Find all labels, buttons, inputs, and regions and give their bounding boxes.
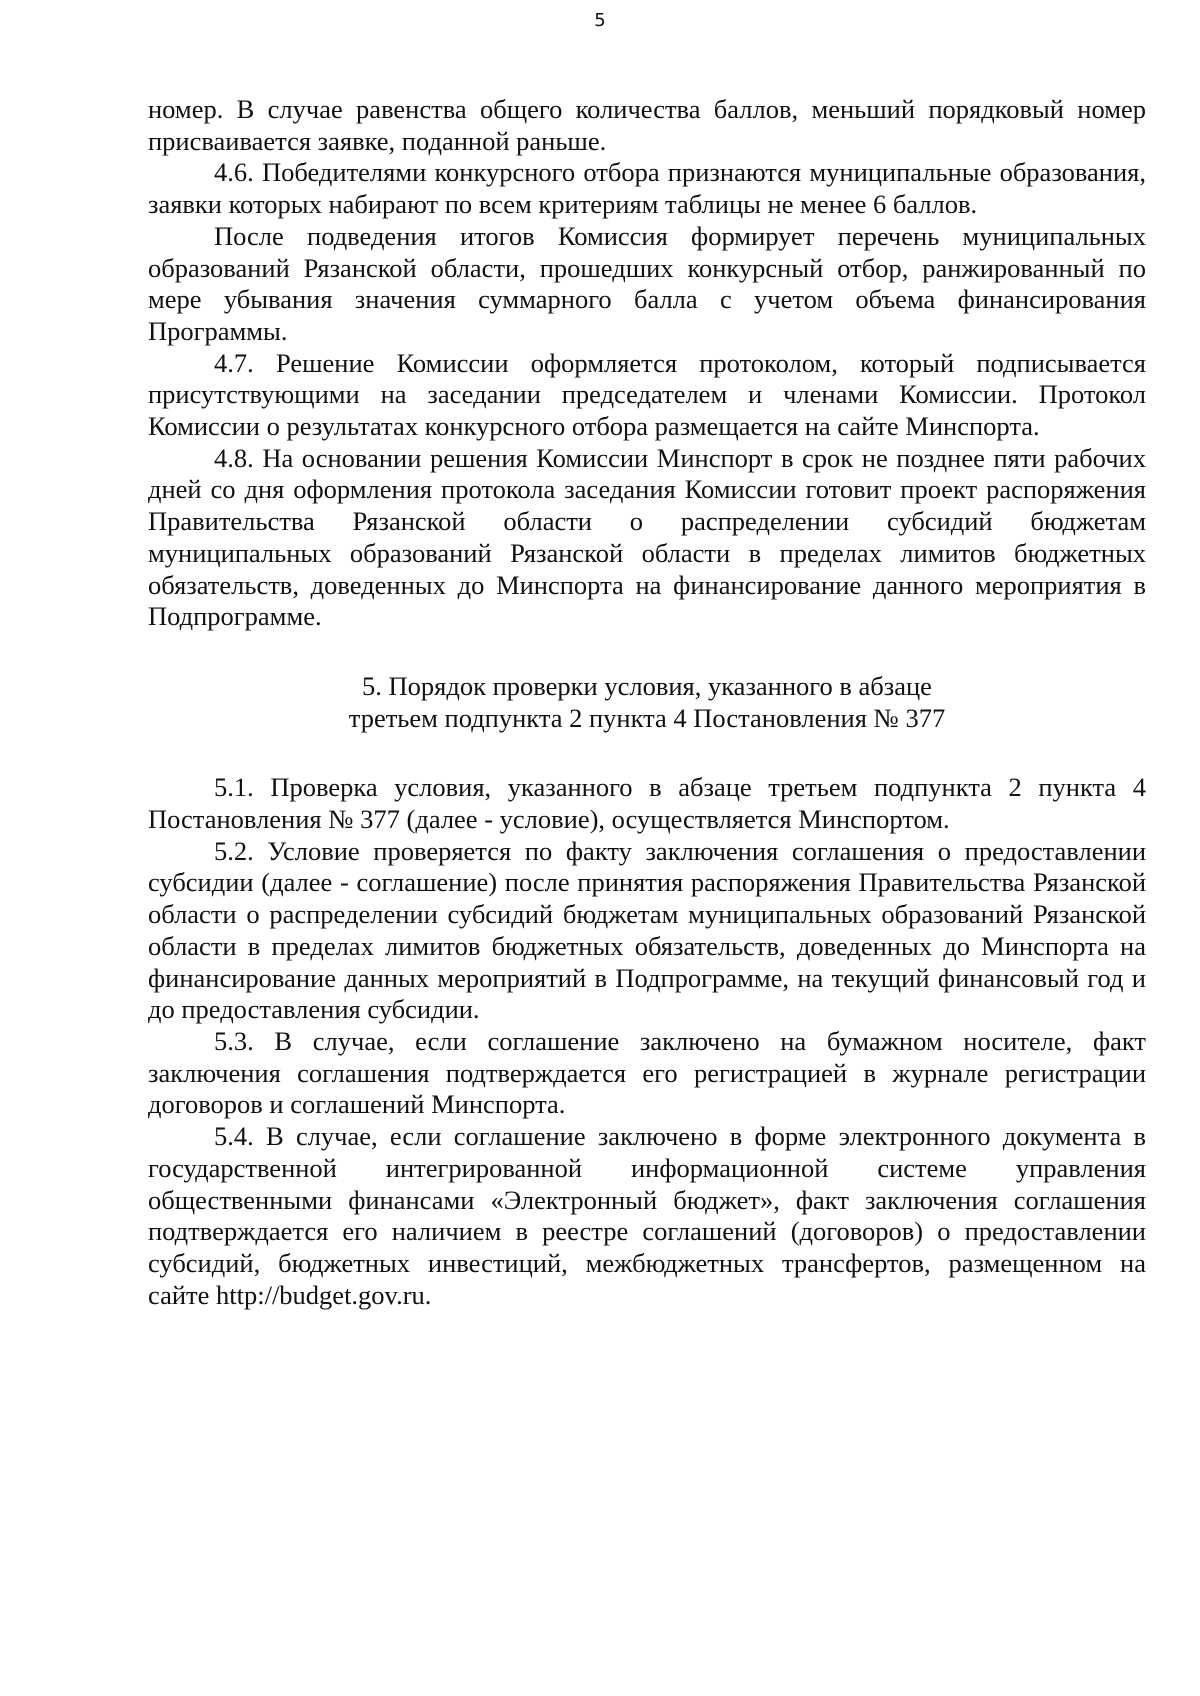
document-body xyxy=(148,94,1146,1311)
page-number: 5 xyxy=(594,10,606,31)
paragraph-5-3: 5.3. В случае, если соглашение заключено на бумажном носителе, факт заключения соглашения подтверждается его регистрацией в журнале регистрации договоров и соглашений Минспорта. xyxy=(148,1025,1146,1120)
paragraph-5-1: 5.1. Проверка условия, указанного в абзаце третьем подпункта 2 пункта 4 Постановления № 377 (далее - условие), осуществляется Минспортом. xyxy=(148,772,1146,835)
section-5-heading xyxy=(148,671,1146,734)
section-heading-line-1: 5. Порядок проверки условия, указанного в абзаце xyxy=(362,670,932,701)
paragraph-continuation: номер. В случае равенства общего количества баллов, меньший порядковый номер присваивается заявке, поданной раньше. xyxy=(148,94,1146,156)
paragraph-4-6: 4.6. Победителями конкурсного отбора признаются муниципальные образования, заявки которых набирают по всем критериям таблицы не менее 6 баллов. xyxy=(148,157,1146,220)
paragraph-5-2: 5.2. Условие проверяется по факту заключения соглашения о предоставлении субсидии (далее - соглашение) после принятия распоряжения Правительства Рязанской области о распределении субсидий бюджетам муниципальных образований Рязанской области в пределах лимитов бюджетных обязательств, доведенных до Минспорта на финансирование данных мероприятий в Подпрограмме, на текущий финансовый год и до предоставления субсидии. xyxy=(148,835,1146,1025)
section-heading-line-2: третьем подпункта 2 пункта 4 Постановления № 377 xyxy=(348,702,946,733)
paragraph-4-6-ranking: После подведения итогов Комиссия формирует перечень муниципальных образований Рязанской области, прошедших конкурсный отбор, ранжированный по мере убывания значения суммарного балла с учетом объема финансирования Программы. xyxy=(148,220,1146,346)
paragraph-4-8: 4.8. На основании решения Комиссии Минспорт в срок не позднее пяти рабочих дней со дня оформления протокола заседания Комиссии готовит проект распоряжения Правительства Рязанской области о распределении субсидий бюджетам муниципальных образований Рязанской области в пределах лимитов бюджетных обязательств, доведенных до Минспорта на финансирование данного мероприятия в Подпрограмме. xyxy=(148,442,1146,632)
paragraph-5-4: 5.4. В случае, если соглашение заключено в форме электронного документа в государственной интегрированной информационной системе управления общественными финансами «Электронный бюджет», факт заключения соглашения подтверждается его наличием в реестре соглашений (договоров) о предоставлении субсидий, бюджетных инвестиций, межбюджетных трансфертов, размещенном на сайте http://budget.gov.ru. xyxy=(148,1121,1146,1310)
paragraph-4-7: 4.7. Решение Комиссии оформляется протоколом, который подписывается присутствующими на заседании председателем и членами Комиссии. Протокол Комиссии о результатах конкурсного отбора размещается на сайте Минспорта. xyxy=(148,347,1146,442)
